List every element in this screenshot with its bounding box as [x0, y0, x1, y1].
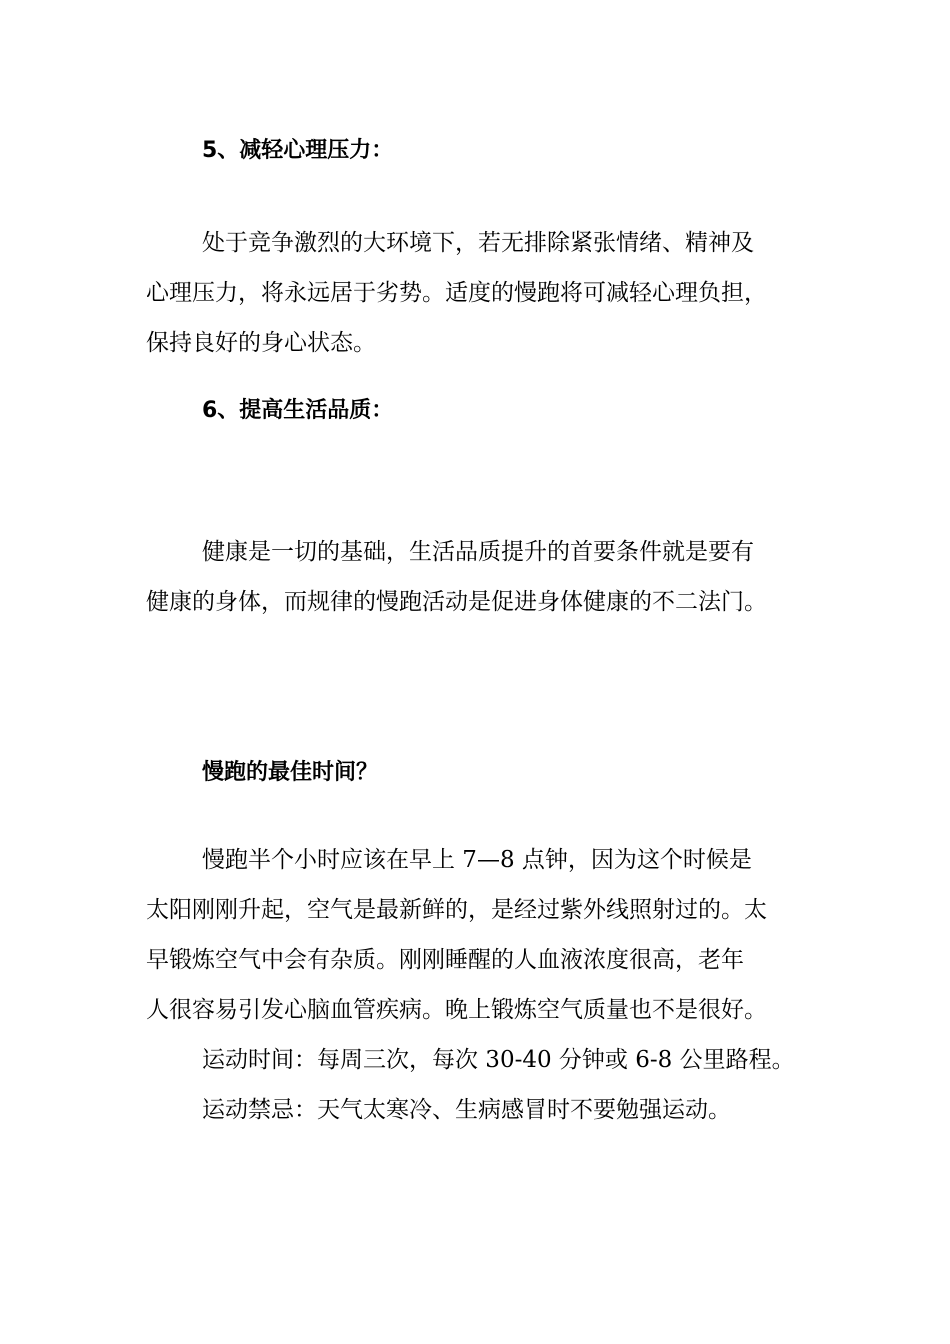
section-heading-best-time: 慢跑的最佳时间？: [202, 760, 379, 785]
paragraph-reduce-stress: [146, 218, 810, 368]
paragraph-line: 保持良好的身心状态。: [146, 330, 376, 356]
section-heading-life-quality: 6、提高生活品质：: [202, 398, 394, 423]
paragraph-line: 健康是一切的基础，生活品质提升的首要条件就是要有: [202, 539, 754, 565]
paragraph-line: 慢跑半个小时应该在早上 7—8 点钟，因为这个时候是: [202, 847, 752, 873]
exercise-taboo-note: 运动禁忌：天气太寒冷、生病感冒时不要勉强运动。: [202, 1097, 731, 1123]
paragraph-line: 处于竞争激烈的大环境下，若无排除紧张情绪、精神及: [202, 230, 754, 256]
paragraph-best-time: [146, 835, 810, 1135]
paragraph-line: 健康的身体，而规律的慢跑活动是促进身体健康的不二法门。: [146, 589, 767, 615]
exercise-time-note: 运动时间：每周三次，每次 30-40 分钟或 6-8 公里路程。: [202, 1047, 795, 1073]
paragraph-line: 太阳刚刚升起，空气是最新鲜的，是经过紫外线照射过的。太: [146, 897, 767, 923]
paragraph-life-quality: [146, 527, 810, 627]
paragraph-line: 人很容易引发心脑血管疾病。晚上锻炼空气质量也不是很好。: [146, 997, 767, 1023]
paragraph-line: 心理压力，将永远居于劣势。适度的慢跑将可减轻心理负担，: [146, 280, 767, 306]
paragraph-line: 早锻炼空气中会有杂质。刚刚睡醒的人血液浓度很高，老年: [146, 947, 744, 973]
section-heading-reduce-stress: 5、减轻心理压力：: [202, 138, 394, 163]
